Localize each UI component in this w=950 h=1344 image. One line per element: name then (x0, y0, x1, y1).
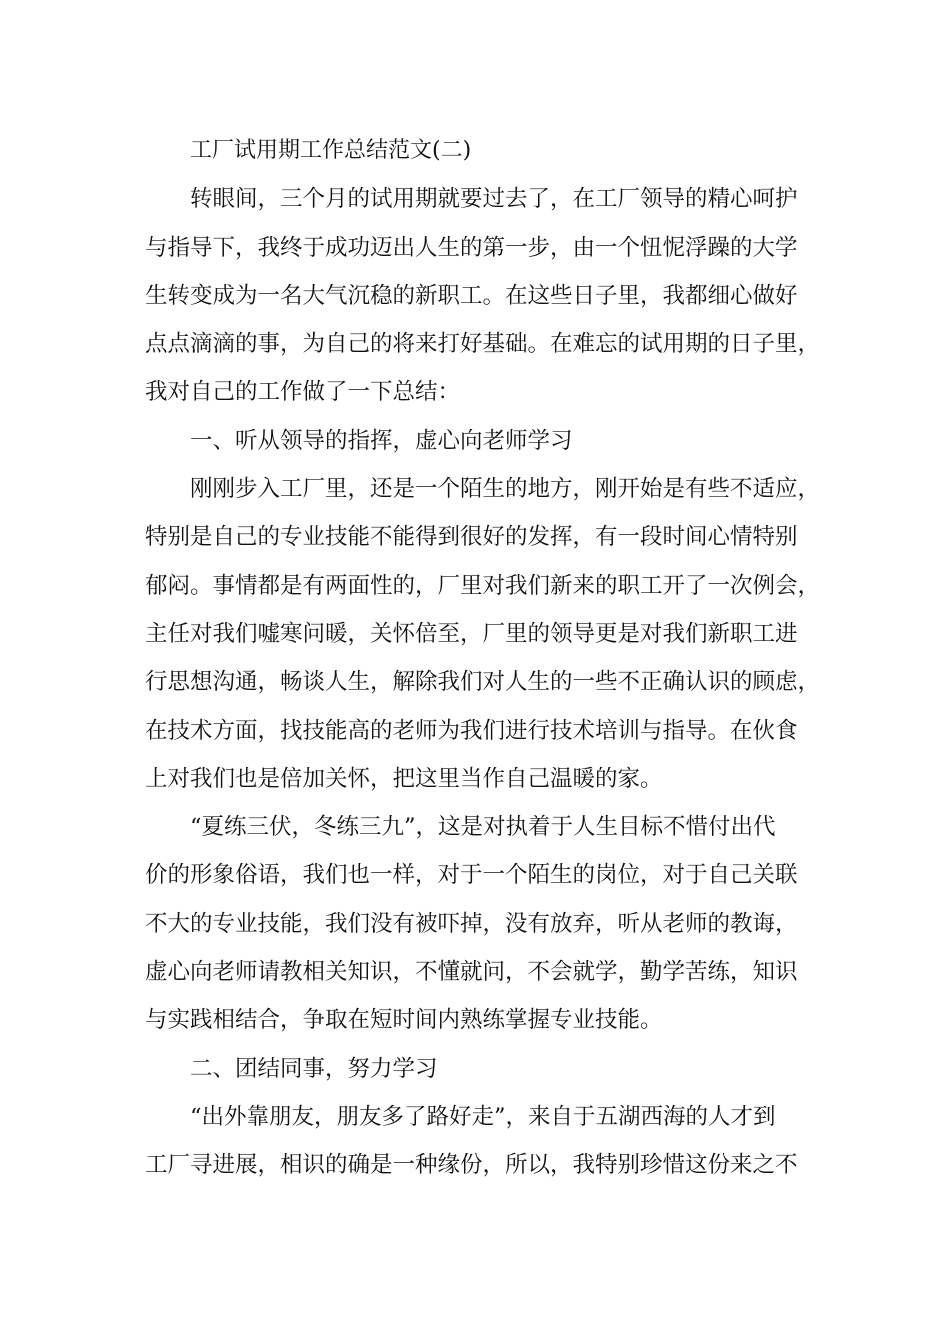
paragraph-1-line-2: 与指导下，我终于成功迈出人生的第一步，由一个忸怩浮躁的大学 (145, 234, 798, 261)
paragraph-2-line-3: 郁闷。事情都是有两面性的，厂里对我们新来的职工开了一次例会， (145, 572, 821, 599)
paragraph-2-line-1: 刚刚步入工厂里，还是一个陌生的地方，刚开始是有些不适应， (190, 476, 821, 503)
paragraph-2-line-4: 主任对我们嘘寒问暖，关怀倍至，厂里的领导更是对我们新职工进 (145, 620, 798, 647)
section-heading-1: 一、听从领导的指挥，虚心向老师学习 (190, 427, 573, 454)
document-body (145, 127, 835, 1190)
paragraph-2-line-5: 行思想沟通，畅谈人生，解除我们对人生的一些不正确认识的顾虑， (145, 669, 821, 696)
paragraph-1-line-5: 我对自己的工作做了一下总结： (145, 379, 461, 406)
paragraph-4-line-1: “出外靠朋友，朋友多了路好走”，来自于五湖西海的人才到 (190, 1103, 776, 1130)
paragraph-3-line-3: 不大的专业技能，我们没有被吓掉，没有放弃，听从老师的教诲， (145, 910, 798, 937)
paragraph-1-line-3: 生转变成为一名大气沉稳的新职工。在这些日子里，我都细心做好 (145, 282, 798, 309)
paragraph-3-line-5: 与实践相结合，争取在短时间内熟练掌握专业技能。 (145, 1007, 663, 1034)
paragraph-1-line-1: 转眼间，三个月的试用期就要过去了，在工厂领导的精心呵护 (190, 186, 798, 213)
paragraph-2-line-2: 特别是自己的专业技能不能得到很好的发挥，有一段时间心情特别 (145, 524, 798, 551)
paragraph-4-line-2: 工厂寻进展，相识的确是一种缘份，所以，我特别珍惜这份来之不 (145, 1152, 798, 1179)
section-heading-2: 二、团结同事，努力学习 (190, 1055, 438, 1082)
document-title: 工厂试用期工作总结范文(二) (190, 138, 472, 163)
paragraph-3-line-1: “夏练三伏，冬练三九”，这是对执着于人生目标不惜付出代 (190, 814, 776, 841)
paragraph-2-line-7: 上对我们也是倍加关怀，把这里当作自己温暖的家。 (145, 765, 663, 792)
paragraph-1-line-4: 点点滴滴的事，为自己的将来打好基础。在难忘的试用期的日子里， (145, 331, 821, 358)
paragraph-3-line-2: 价的形象俗语，我们也一样，对于一个陌生的岗位，对于自己关联 (145, 862, 798, 889)
paragraph-2-line-6: 在技术方面，找技能高的老师为我们进行技术培训与指导。在伙食 (145, 717, 798, 744)
paragraph-3-line-4: 虚心向老师请教相关知识，不懂就问，不会就学，勤学苦练，知识 (145, 959, 798, 986)
